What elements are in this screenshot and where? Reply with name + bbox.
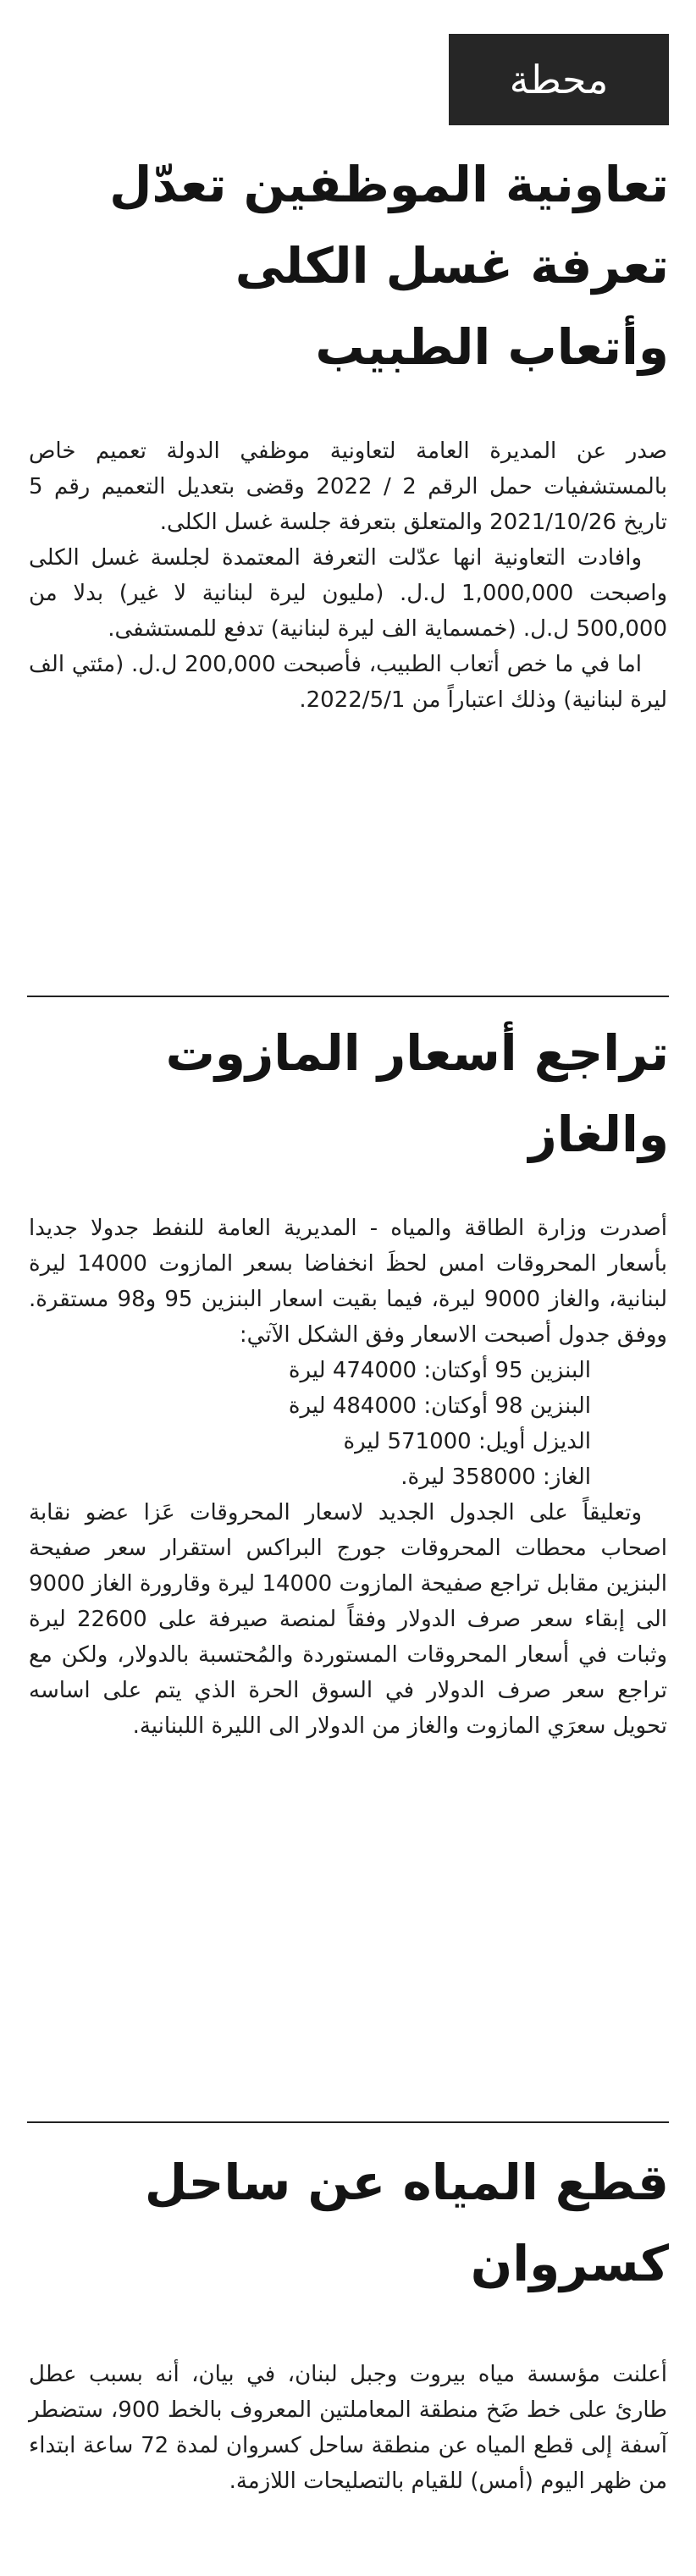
- paragraph: أصدرت وزارة الطاقة والمياه - المديرية العامة للنفط جدولا جديدا بأسعار المحروقات امس لحظَ انخفاضا بسعر المازوت 14000 ليرة لبنانية، والغاز 9000 ليرة، فيما بقيت اسعار البنزين 95 و98 مستقرة. ووفق جدول أصبحت الاسعار وفق الشكل الآتي:: [29, 1216, 668, 1348]
- paragraph: أعلنت مؤسسة مياه بيروت وجبل لبنان، في بيان، أنه بسبب عطل طارئ على خط ضَخ منطقة المعاملتين المعروف بالخط 900، ستضطر آسفة إلى قطع المياه عن منطقة ساحل كسروان لمدة 72 ساعة ابتداء من ظهر اليوم (أمس) للقيام بالتصليحات اللازمة.: [29, 2362, 668, 2494]
- price-item: البنزين 98 أوكتان: 484000 ليرة: [288, 1393, 591, 1419]
- headline-line: تراجع أسعار المازوت: [165, 1024, 669, 1082]
- article-1-headline: [27, 144, 669, 388]
- article-divider: [27, 996, 669, 997]
- article-divider: [27, 2121, 669, 2123]
- fuel-price-list: [29, 1353, 667, 1495]
- article-3-body: [29, 2357, 667, 2499]
- paragraph: وتعليقاً على الجدول الجديد لاسعار المحروقات عَزا عضو نقابة اصحاب محطات المحروقات جورج البراكس استقرار سعر صفيحة البنزين مقابل تراجع صفيحة المازوت 14000 ليرة وقارورة الغاز 9000 الى إبقاء سعر صرف الدولار وفقاً لمنصة صيرفة على 22600 ليرة وثبات في أسعار المحروقات المستوردة والمُحتسبة بالدولار، ولكن مع تراجع سعر صرف الدولار في السوق الحرة الذي يتم على اساسه تحويل سعرَي المازوت والغاز من الدولار الى الليرة اللبنانية.: [29, 1500, 668, 1739]
- paragraph: وافادت التعاونية انها عدّلت التعرفة المعتمدة لجلسة غسل الكلى واصبحت 1,000,000 ل.ل. (مليون ليرة لبنانية لا غير) بدلا من 500,000 ل.ل. (خمسماية الف ليرة لبنانية) تدفع للمستشفى.: [29, 545, 668, 642]
- headline-line: وأتعاب الطبيب: [315, 318, 669, 376]
- headline-line: والغاز: [528, 1106, 669, 1163]
- paragraph: اما في ما خص أتعاب الطبيب، فأصبحت 200,000 ل.ل. (مئتي الف ليرة لبنانية) وذلك اعتباراً من 2022/5/1.: [29, 652, 667, 713]
- article-2-body: [29, 1211, 667, 1744]
- price-item: الديزل أويل: 571000 ليرة: [343, 1429, 591, 1454]
- paragraph: صدر عن المديرة العامة لتعاونية موظفي الدولة تعميم خاص بالمستشفيات حمل الرقم 2 / 2022 وقضى بتعديل التعميم رقم 5 تاريخ 2021/10/26 والمتعلق بتعرفة جلسة غسل الكلى.: [29, 439, 667, 535]
- headline-line: تعاونية الموظفين تعدّل: [109, 156, 669, 213]
- article-2-headline: [27, 1012, 669, 1175]
- section-label: محطة: [449, 34, 669, 125]
- headline-line: قطع المياه عن ساحل: [144, 2154, 669, 2211]
- article-1-body: [29, 433, 667, 718]
- price-item: الغاز: 358000 ليرة.: [400, 1465, 591, 1490]
- headline-line: تعرفة غسل الكلى: [235, 237, 669, 295]
- price-item: البنزين 95 أوكتان: 474000 ليرة: [288, 1358, 591, 1383]
- headline-line: كسروان: [470, 2235, 669, 2292]
- article-3-headline: [27, 2142, 669, 2304]
